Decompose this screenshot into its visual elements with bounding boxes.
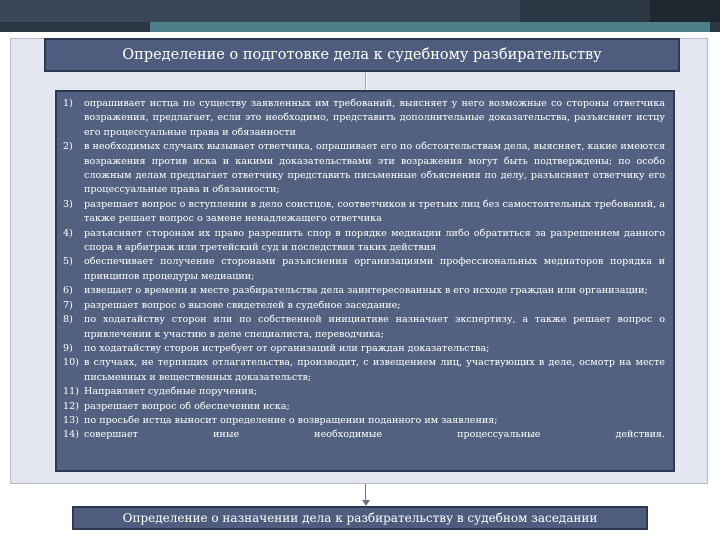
footer-title: Определение о назначении дела к разбирательству в судебном заседании xyxy=(122,511,598,525)
list-item: 9) по ходатайству сторон истребует от организаций или граждан доказательства; xyxy=(63,342,490,354)
list-item: 12) разрешает вопрос об обеспечении иска; xyxy=(63,400,290,412)
list-item: 3) разрешает вопрос о вступлении в дело соистцов, соответчиков и третьих лиц без самостоятельных требований, а также решает вопрос о замене ненадлежащего ответчика xyxy=(63,198,665,225)
top-decorative-accent xyxy=(150,22,710,32)
header-title-box xyxy=(44,38,680,72)
list-item: 5) обеспечивает получение сторонами разъяснения организациями профессиональных медиаторов порядка и принципов процедуры медиации; xyxy=(63,256,665,282)
top-decorative-band-dark xyxy=(650,0,720,22)
list-item: 7) разрешает вопрос о вызове свидетелей в судебное заседание; xyxy=(63,299,401,311)
list-item: 11) Направляет судебные поручения; xyxy=(63,386,258,398)
top-decorative-band-light xyxy=(0,0,520,22)
steps-list xyxy=(63,97,665,443)
list-item: 6) извещает о времени и месте разбирательства дела заинтересованных в его исходе граждан или организации; xyxy=(63,285,648,297)
top-connector-line xyxy=(365,72,367,90)
steps-list-box xyxy=(55,90,675,472)
header-title: Определение о подготовке дела к судебному разбирательству xyxy=(122,47,602,63)
list-item: 10) в случаях, не терпящих отлагательства, производит, с извещением лиц, участвующих в деле, осмотр на месте письменных и вещественных доказательств; xyxy=(63,357,665,383)
list-item: 4) разъясняет сторонам их право разрешить спор в порядке медиации либо обратиться за разрешением данного спора в арбитраж или третейский суд и последствия таких действия xyxy=(63,227,665,254)
list-item: 1) опрашивает истца по существу заявленных им требований, выясняет у него возможные со стороны ответчика возражения, предлагает, если это необходимо, представить дополнительные доказательства, разъясняет истцу его процессуальные права и обязанности xyxy=(63,98,665,138)
list-item: 13) по просьбе истца выносит определение о возвращении поданного им заявления; xyxy=(63,414,498,426)
list-item: 2) в необходимых случаях вызывает ответчика, опрашивает его по обстоятельствам дела, выясняет, какие имеются возражения против иска и какими доказательствами эти возражения могут быть подтверждены; по особо сложным делам предлагает ответчику представить письменные объяснения по делу, разъясняет ответчику его процессуальные права и обязанности; xyxy=(63,141,665,196)
footer-title-box xyxy=(72,506,648,530)
list-item: 14) совершает иные необходимые процессуальные действия. xyxy=(63,429,665,441)
list-item: 8) по ходатайству сторон или по собственной инициативе назначает экспертизу, а также решает вопрос о привлечении к участию в деле специалиста, переводчика; xyxy=(63,314,665,340)
